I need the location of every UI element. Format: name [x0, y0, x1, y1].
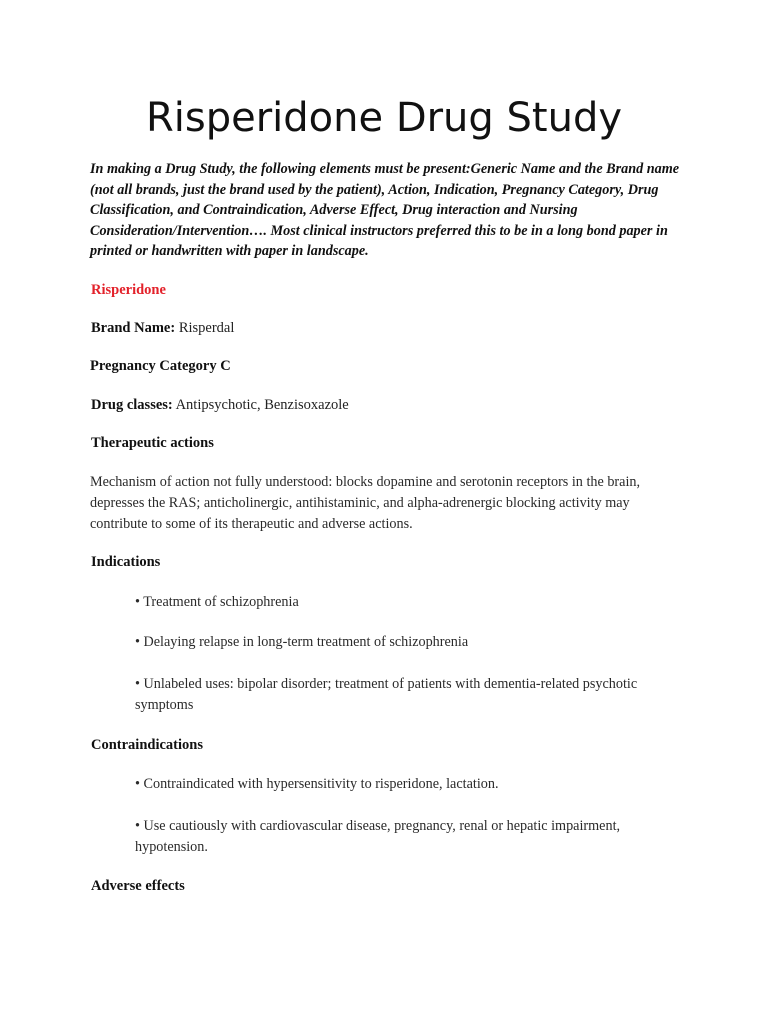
contraindications-heading: Contraindications: [91, 737, 203, 753]
contraindication-item: • Use cautiously with cardiovascular disease, pregnancy, renal or hepatic impairment, hypotension.: [135, 818, 621, 855]
drug-classes-value: Antipsychotic, Benzisoxazole: [172, 397, 349, 413]
adverse-effects-heading: Adverse effects: [91, 878, 185, 894]
indication-item: • Treatment of schizophrenia: [135, 594, 299, 610]
brand-name-row: [91, 318, 234, 339]
indications-heading: Indications: [91, 554, 161, 570]
page-title: Risperidone Drug Study: [145, 95, 623, 141]
therapeutic-actions-heading: Therapeutic actions: [91, 435, 214, 451]
contraindication-item: • Contraindicated with hypersensitivity to risperidone, lactation.: [135, 776, 499, 792]
indication-item: • Unlabeled uses: bipolar disorder; treatment of patients with dementia-related psychotic symptoms: [135, 676, 638, 713]
generic-name: Risperidone: [91, 282, 166, 298]
drug-classes-label: Drug classes:: [91, 397, 173, 413]
brand-name-value: Risperdal: [175, 320, 235, 336]
drug-classes-row: [91, 395, 349, 416]
intro-paragraph: In making a Drug Study, the following elements must be present:Generic Name and the Brand name (not all brands, just the brand used by the patient), Action, Indication, Pregnancy Category, Drug Classification, and Contraindication, Adverse Effect, Drug interaction and Nursing Consideration/Intervention…. Most clinical instructors preferred this to be in a long bond paper in printed or handwritten with paper in landscape.: [90, 161, 680, 259]
brand-name-label: Brand Name:: [91, 320, 176, 336]
therapeutic-actions-text: Mechanism of action not fully understood: blocks dopamine and serotonin receptors in the brain, depresses the RAS; anticholinergic, antihistaminic, and alpha-adrenergic blocking activity may contribute to some of its therapeutic and adverse actions.: [90, 474, 641, 532]
pregnancy-category: Pregnancy Category C: [90, 358, 231, 374]
indication-item: • Delaying relapse in long-term treatment of schizophrenia: [135, 634, 469, 650]
